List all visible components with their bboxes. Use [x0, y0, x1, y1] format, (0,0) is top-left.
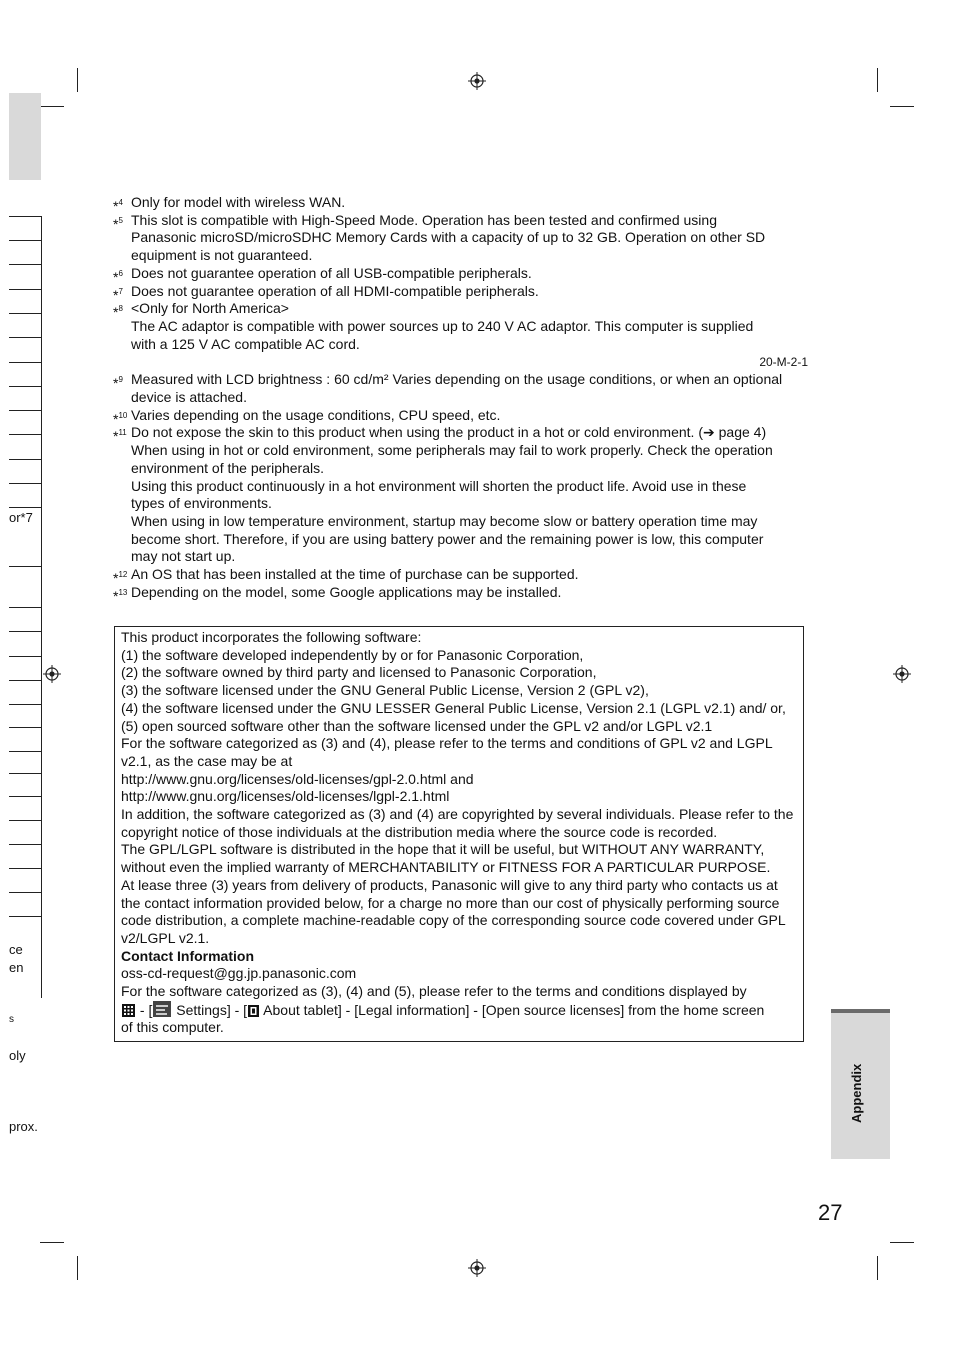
- settings-icon: [153, 1001, 171, 1017]
- license-paragraph: For the software categorized as (3) and (4), please refer to the terms and conditions of GPL v2 and LGPL v2.1, as the case may be at: [121, 735, 773, 769]
- footnote-line: environment of the peripherals.: [131, 459, 324, 476]
- path-about: About tablet] - [Legal information] - [Open source licenses] from the home screen: [260, 1001, 765, 1018]
- left-fragment: prox.: [9, 1119, 38, 1134]
- footnote-line: The AC adaptor is compatible with power sources up to 240 V AC adaptor. This computer is supplied: [131, 317, 754, 334]
- left-table-rule: [9, 751, 41, 752]
- footnote-marker: *$^7$: [113, 286, 123, 303]
- footnote-marker: *$^5$: [113, 215, 123, 232]
- footnote: [113, 566, 808, 587]
- registration-mark-icon: [893, 665, 911, 683]
- crop-mark: [77, 1256, 78, 1280]
- left-fragment-text: or*7: [9, 510, 33, 525]
- left-table-rule: [9, 727, 41, 728]
- license-item: (2) the software owned by third party and licensed to Panasonic Corporation,: [121, 664, 597, 681]
- license-item: (3) the software licensed under the GNU General Public License, Version 2 (GPL v2),: [121, 682, 649, 699]
- about-tablet-icon: [248, 1005, 259, 1017]
- footnote-marker: *$^9$: [113, 375, 123, 392]
- left-table-rule: [9, 680, 41, 681]
- footnote: [113, 212, 808, 265]
- footnotes: [113, 194, 808, 604]
- left-fragment: en: [9, 960, 24, 975]
- footnote-marker: *$^{11}$: [113, 428, 127, 445]
- left-table-rule: [9, 289, 41, 290]
- left-table-rule: [9, 607, 41, 608]
- footnote-line: may not start up.: [131, 548, 236, 565]
- footnote-marker: *$^6$: [113, 268, 123, 285]
- footnote: [113, 424, 808, 566]
- footnote: [113, 584, 808, 602]
- section-code: 20-M-2-1: [759, 355, 808, 370]
- left-table-rule: [9, 337, 41, 338]
- footnote-line: Only for model with wireless WAN.: [131, 194, 346, 210]
- left-fragment: oly: [9, 1048, 26, 1063]
- contact-email: oss-cd-request@gg.jp.panasonic.com: [121, 965, 357, 982]
- footnote-marker: *$^4$: [113, 198, 123, 214]
- path-end: of this computer.: [121, 1019, 224, 1036]
- footnote-line: An OS that has been installed at the time of purchase can be supported.: [131, 566, 579, 583]
- path-settings: Settings] - [: [172, 1001, 248, 1018]
- footnote: [113, 194, 808, 212]
- license-paragraph: The GPL/LGPL software is distributed in the hope that it will be useful, but WITHOUT ANY WARRANTY, without even the implied warranty of MERCHANTABILITY or FITNESS FOR A PARTICULAR PURPOSE.: [121, 841, 771, 876]
- left-table-edge: [9, 216, 42, 998]
- license-paragraph: At lease three (3) years from delivery of products, Panasonic will give to any third party who contacts us at the contact information provided below, for a charge no more than our cost of physically performing source code distribution, a complete machine-readable copy of the corresponding source code covered under GPL v2/LGPL v2.1.: [121, 876, 786, 946]
- apps-grid-icon: [122, 1004, 135, 1017]
- page-number: 27: [818, 1200, 843, 1225]
- footnote-line: become short. Therefore, if you are using battery power and the remaining power is low, this computer: [131, 530, 764, 547]
- left-table-rule: [9, 386, 41, 387]
- footnote-line: types of environments.: [131, 495, 272, 512]
- footnote: [113, 265, 808, 283]
- settings-path: [121, 1001, 797, 1020]
- left-table-rule: [9, 796, 41, 797]
- crop-mark: [77, 68, 78, 92]
- left-table-rule: [9, 216, 41, 217]
- crop-mark: [40, 1242, 64, 1243]
- footnote-line: This slot is compatible with High-Speed Mode. Operation has been tested and confirmed using: [131, 211, 717, 228]
- left-fragment: s: [9, 1014, 14, 1025]
- left-fragment: ce: [9, 942, 23, 957]
- footnote-line: device is attached.: [131, 389, 247, 406]
- left-table-rule: [9, 459, 41, 460]
- footnote-marker: *$^{12}$: [113, 570, 128, 587]
- footnote-line: Using this product continuously in a hot environment will shorten the product life. Avoid use in these: [131, 477, 747, 494]
- crop-mark: [40, 106, 64, 107]
- registration-mark-icon: [468, 72, 486, 90]
- appendix-tab-label: Appendix: [849, 1063, 864, 1123]
- footnote-marker: *$^{13}$: [113, 587, 128, 604]
- footnote-line: Do not expose the skin to this product when using the product in a hot or cold environment. (➔ page 4): [131, 424, 767, 441]
- left-table-rule: [9, 566, 41, 567]
- footnote: [113, 300, 808, 353]
- footnote-line: Panasonic microSD/microSDHC Memory Cards with a capacity of up to 32 GB. Operation on other SD: [131, 229, 766, 246]
- left-table-rule: [9, 313, 41, 314]
- left-gray-block: [9, 93, 41, 180]
- footnote-marker: *$^8$: [113, 304, 123, 321]
- left-table-rule: [9, 483, 41, 484]
- footnote-line: Measured with LCD brightness : 60 cd/m² Varies depending on the usage conditions, or when an optional: [131, 371, 783, 388]
- contact-heading: Contact Information: [121, 947, 254, 964]
- left-table-rule: [9, 507, 41, 508]
- crop-mark: [877, 1256, 878, 1280]
- left-table-rule: [9, 264, 41, 265]
- left-table-rule: [9, 362, 41, 363]
- footnote-line: with a 125 V AC compatible AC cord.: [131, 335, 360, 352]
- footnote-line: When using in hot or cold environment, some peripherals may fail to work properly. Check the operation: [131, 442, 773, 459]
- left-table-rule: [9, 434, 41, 435]
- registration-mark-icon: [468, 1259, 486, 1277]
- left-table-rule: [9, 240, 41, 241]
- left-table-rule: [9, 892, 41, 893]
- footnote-line: equipment is not guaranteed.: [131, 247, 313, 264]
- gpl-url: http://www.gnu.org/licenses/old-licenses/gpl-2.0.html and: [121, 770, 474, 787]
- license-item: (1) the software developed independently by or for Panasonic Corporation,: [121, 646, 584, 663]
- crop-mark: [890, 1242, 914, 1243]
- left-fragment: [9, 510, 33, 525]
- left-table-rule: [9, 844, 41, 845]
- appendix-tab: [831, 1009, 890, 1159]
- footnote-line: Depending on the model, some Google applications may be installed.: [131, 583, 562, 600]
- footnote-line: When using in low temperature environment, startup may become slow or battery operation time may: [131, 512, 758, 529]
- footnote-group: [113, 371, 808, 604]
- left-table-rule: [9, 773, 41, 774]
- footnote-line: Varies depending on the usage conditions, CPU speed, etc.: [131, 406, 501, 423]
- footnote-marker: *$^{10}$: [113, 410, 128, 427]
- footnote-line: Does not guarantee operation of all USB-compatible peripherals.: [131, 264, 532, 281]
- left-table-rule: [9, 410, 41, 411]
- footnote: [113, 371, 808, 406]
- footnote-line: <Only for North America>: [131, 300, 289, 317]
- crop-mark: [890, 106, 914, 107]
- license-paragraph: In addition, the software categorized as (3) and (4) are copyrighted by several individuals. Please refer to the copyright notice of those individuals at the distribution media where the source code is recorded.: [121, 806, 794, 840]
- crop-mark: [877, 68, 878, 92]
- left-table-rule: [9, 704, 41, 705]
- footnote-group: [113, 194, 808, 353]
- left-table-rule: [9, 820, 41, 821]
- footnote-line: Does not guarantee operation of all HDMI-compatible peripherals.: [131, 282, 539, 299]
- left-table-rule: [9, 868, 41, 869]
- left-table-rule: [9, 656, 41, 657]
- license-paragraph: For the software categorized as (3), (4) and (5), please refer to the terms and conditions displayed by: [121, 983, 747, 1000]
- license-item: (5) open sourced software other than the software licensed under the GPL v2 and/or LGPL v2.1: [121, 717, 713, 734]
- path-separator: - [: [136, 1001, 153, 1018]
- license-intro: This product incorporates the following software:: [121, 629, 422, 645]
- registration-mark-icon: [43, 665, 61, 683]
- left-table-rule: [9, 916, 41, 917]
- footnote: [113, 407, 808, 425]
- license-item: (4) the software licensed under the GNU LESSER General Public License, Version 2.1 (LGPL v2.1) and/ or,: [121, 699, 786, 716]
- left-table-rule: [9, 631, 41, 632]
- lgpl-url: http://www.gnu.org/licenses/old-licenses/lgpl-2.1.html: [121, 788, 450, 805]
- footnote: [113, 283, 808, 301]
- license-box: [114, 626, 804, 1042]
